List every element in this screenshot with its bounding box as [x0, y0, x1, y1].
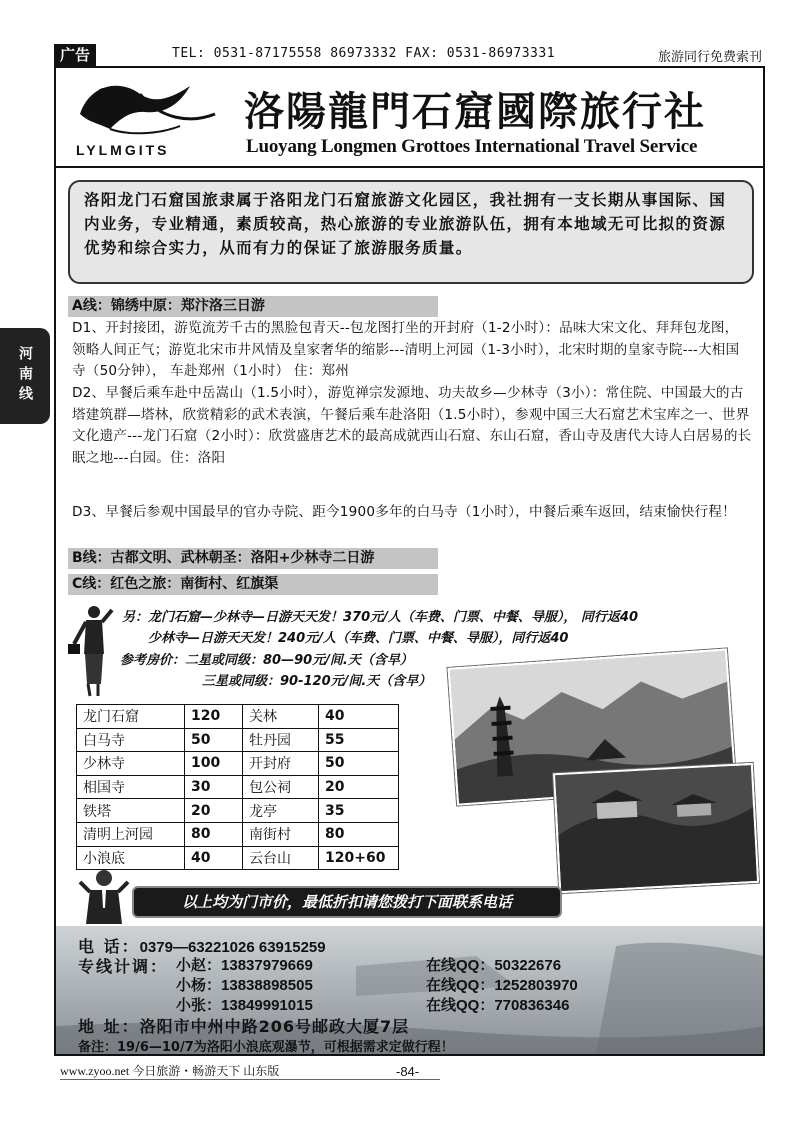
attraction-name: 龙门石窟 [77, 705, 185, 729]
agent-row [176, 974, 313, 995]
agent-row [176, 994, 313, 1015]
agent-qq: 在线QQ：1252803970 [426, 977, 578, 994]
address-value: 洛阳市中州中路206号邮政大厦7层 [139, 1017, 410, 1036]
route-a-day3: D3、早餐后参观中国最早的官办寺院、距今1900多年的白马寺（1小时），中餐后乘车返回，结束愉快行程！ [72, 504, 736, 520]
side-tab-region [0, 328, 50, 424]
promo-line-1: 另：龙门石窟—少林寺—日游天天发！370元/人（车费、门票、中餐、导服）， 同行返40 [122, 610, 639, 625]
promo-line-4: 三星或同级：90-120元/间.天（含早） [202, 674, 432, 689]
route-a-day1: D1、开封接团，游览流芳千古的黑脸包青天--包龙图打坐的开封府（1-2小时）：品味大宋文化、拜拜包龙图，领略人间正气；游览北宋市井风情及皇家奢华的缩影---清明上河园（1-3小时），北宋时期的皇家寺院---大相国寺（50分钟）， 车赴郑州（1小时） 住：郑州 [72, 320, 740, 380]
phone-number: 0379—63221026 63915259 [139, 939, 326, 956]
businesswoman-icon [68, 604, 116, 698]
header-index-label: 旅游同行免费索刊 [657, 50, 762, 65]
attraction-price: 120 [185, 705, 243, 729]
attraction-price: 40 [319, 705, 399, 729]
company-header [56, 68, 763, 168]
temple-photo [553, 763, 759, 893]
attraction-name: 相国寺 [77, 775, 185, 799]
attraction-name: 小浪底 [77, 846, 185, 870]
footer-url[interactable]: www.zyoo.net [60, 1064, 130, 1078]
attraction-name: 南街村 [243, 822, 319, 846]
agent-name: 小张： [176, 997, 222, 1014]
hotline-label: 专线计调： [78, 957, 169, 976]
discount-banner: 以上均为门市价，最低折扣请您拨打下面联系电话 [132, 886, 562, 918]
route-a-title: A线：锦绣中原：郑汴洛三日游 [68, 296, 438, 317]
footer-slogan: 今日旅游・畅游天下 [132, 1064, 241, 1078]
attraction-price: 50 [185, 728, 243, 752]
table-row [77, 775, 399, 799]
table-row [77, 705, 399, 729]
table-row [77, 752, 399, 776]
page-header [54, 44, 762, 66]
attraction-price: 35 [319, 799, 399, 823]
company-name-en: Luoyang Longmen Grottoes International Travel Service [246, 136, 698, 157]
attraction-name: 白马寺 [77, 728, 185, 752]
temple-forest-image [555, 765, 759, 893]
table-row [77, 728, 399, 752]
page-footer [60, 1062, 279, 1079]
agent-mobile: 13838898505 [221, 977, 313, 994]
attraction-name: 云台山 [243, 846, 319, 870]
page-number: -84- [396, 1064, 420, 1079]
agent-qq: 在线QQ：770836346 [426, 997, 570, 1014]
advert-frame [54, 66, 765, 1056]
promo-line-3: 参考房价：二星或同级：80—90元/间.天（含早） [120, 653, 413, 668]
logo-latin-text: LYLMGITS [76, 142, 170, 158]
businessman-icon [78, 868, 130, 924]
attraction-price: 20 [319, 775, 399, 799]
attraction-price: 100 [185, 752, 243, 776]
phone-label: 电 话： [78, 937, 140, 956]
side-tab-label: 河南线 [17, 346, 33, 406]
table-row [77, 846, 399, 870]
attraction-price: 80 [185, 822, 243, 846]
agent-name: 小杨： [176, 977, 222, 994]
agent-qq: 在线QQ：50322676 [426, 957, 562, 974]
table-row [77, 822, 399, 846]
header-tel-fax: TEL: 0531-87175558 86973332 FAX: 0531-86973331 [172, 46, 556, 61]
ticket-price-table [76, 704, 399, 870]
attraction-price: 50 [319, 752, 399, 776]
attraction-name: 清明上河园 [77, 822, 185, 846]
attraction-price: 30 [185, 775, 243, 799]
attraction-name: 牡丹园 [243, 728, 319, 752]
attraction-name: 铁塔 [77, 799, 185, 823]
route-b-title: B线：古都文明、武林朝圣：洛阳+少林寺二日游 [68, 548, 438, 569]
promo-line-2: 少林寺—日游天天发！240元/人（车费、门票、中餐、导服），同行返40 [148, 631, 569, 646]
route-c-title: C线：红色之旅：南街村、红旗渠 [68, 574, 438, 595]
footer-edition: 山东版 [243, 1064, 280, 1078]
attraction-price: 55 [319, 728, 399, 752]
attraction-name: 包公祠 [243, 775, 319, 799]
footer-divider [60, 1079, 440, 1080]
attraction-name: 少林寺 [77, 752, 185, 776]
contact-panel [56, 926, 763, 1054]
table-row [77, 799, 399, 823]
attraction-name: 开封府 [243, 752, 319, 776]
agent-row [176, 954, 313, 975]
attraction-price: 20 [185, 799, 243, 823]
attraction-price: 40 [185, 846, 243, 870]
attraction-price: 80 [319, 822, 399, 846]
attraction-name: 龙亭 [243, 799, 319, 823]
attraction-name: 关林 [243, 705, 319, 729]
company-intro: 洛阳龙门石窟国旅隶属于洛阳龙门石窟旅游文化园区，我社拥有一支长期从事国际、国内业务，专业精通，素质较高，热心旅游的专业旅游队伍，拥有本地域无可比拟的资源优势和综合实力，从而有力的保证了旅游服务质量。 [68, 180, 754, 284]
flying-apsara-logo-icon [70, 74, 220, 140]
agent-name: 小赵： [176, 957, 222, 974]
agent-mobile: 13837979669 [221, 957, 313, 974]
route-a-day2: D2、早餐后乘车赴中岳嵩山（1.5小时），游览禅宗发源地、功夫故乡—少林寺（3小）：常住院、中国最大的古塔建筑群—塔林，欣赏精彩的武术表演，午餐后乘车赴洛阳（1.5小时），参观中国三大石窟艺术宝库之一、世界文化遗产---龙门石窟（2小时）：欣赏盛唐艺术的最高成就西山石窟、东山石窟，香山寺及唐代大诗人白居易的长眠之地---白园。住：洛阳 [72, 385, 752, 466]
attraction-price: 120+60 [319, 846, 399, 870]
festival-note: 备注：19/6—10/7为洛阳小浪底观瀑节，可根据需求定做行程！ [78, 1040, 454, 1054]
ad-tag: 广告 [54, 44, 96, 66]
agent-mobile: 13849991015 [221, 997, 313, 1014]
company-name-cn: 洛陽龍門石窟國際旅行社 [244, 88, 706, 135]
address-label: 地 址： [78, 1017, 140, 1036]
